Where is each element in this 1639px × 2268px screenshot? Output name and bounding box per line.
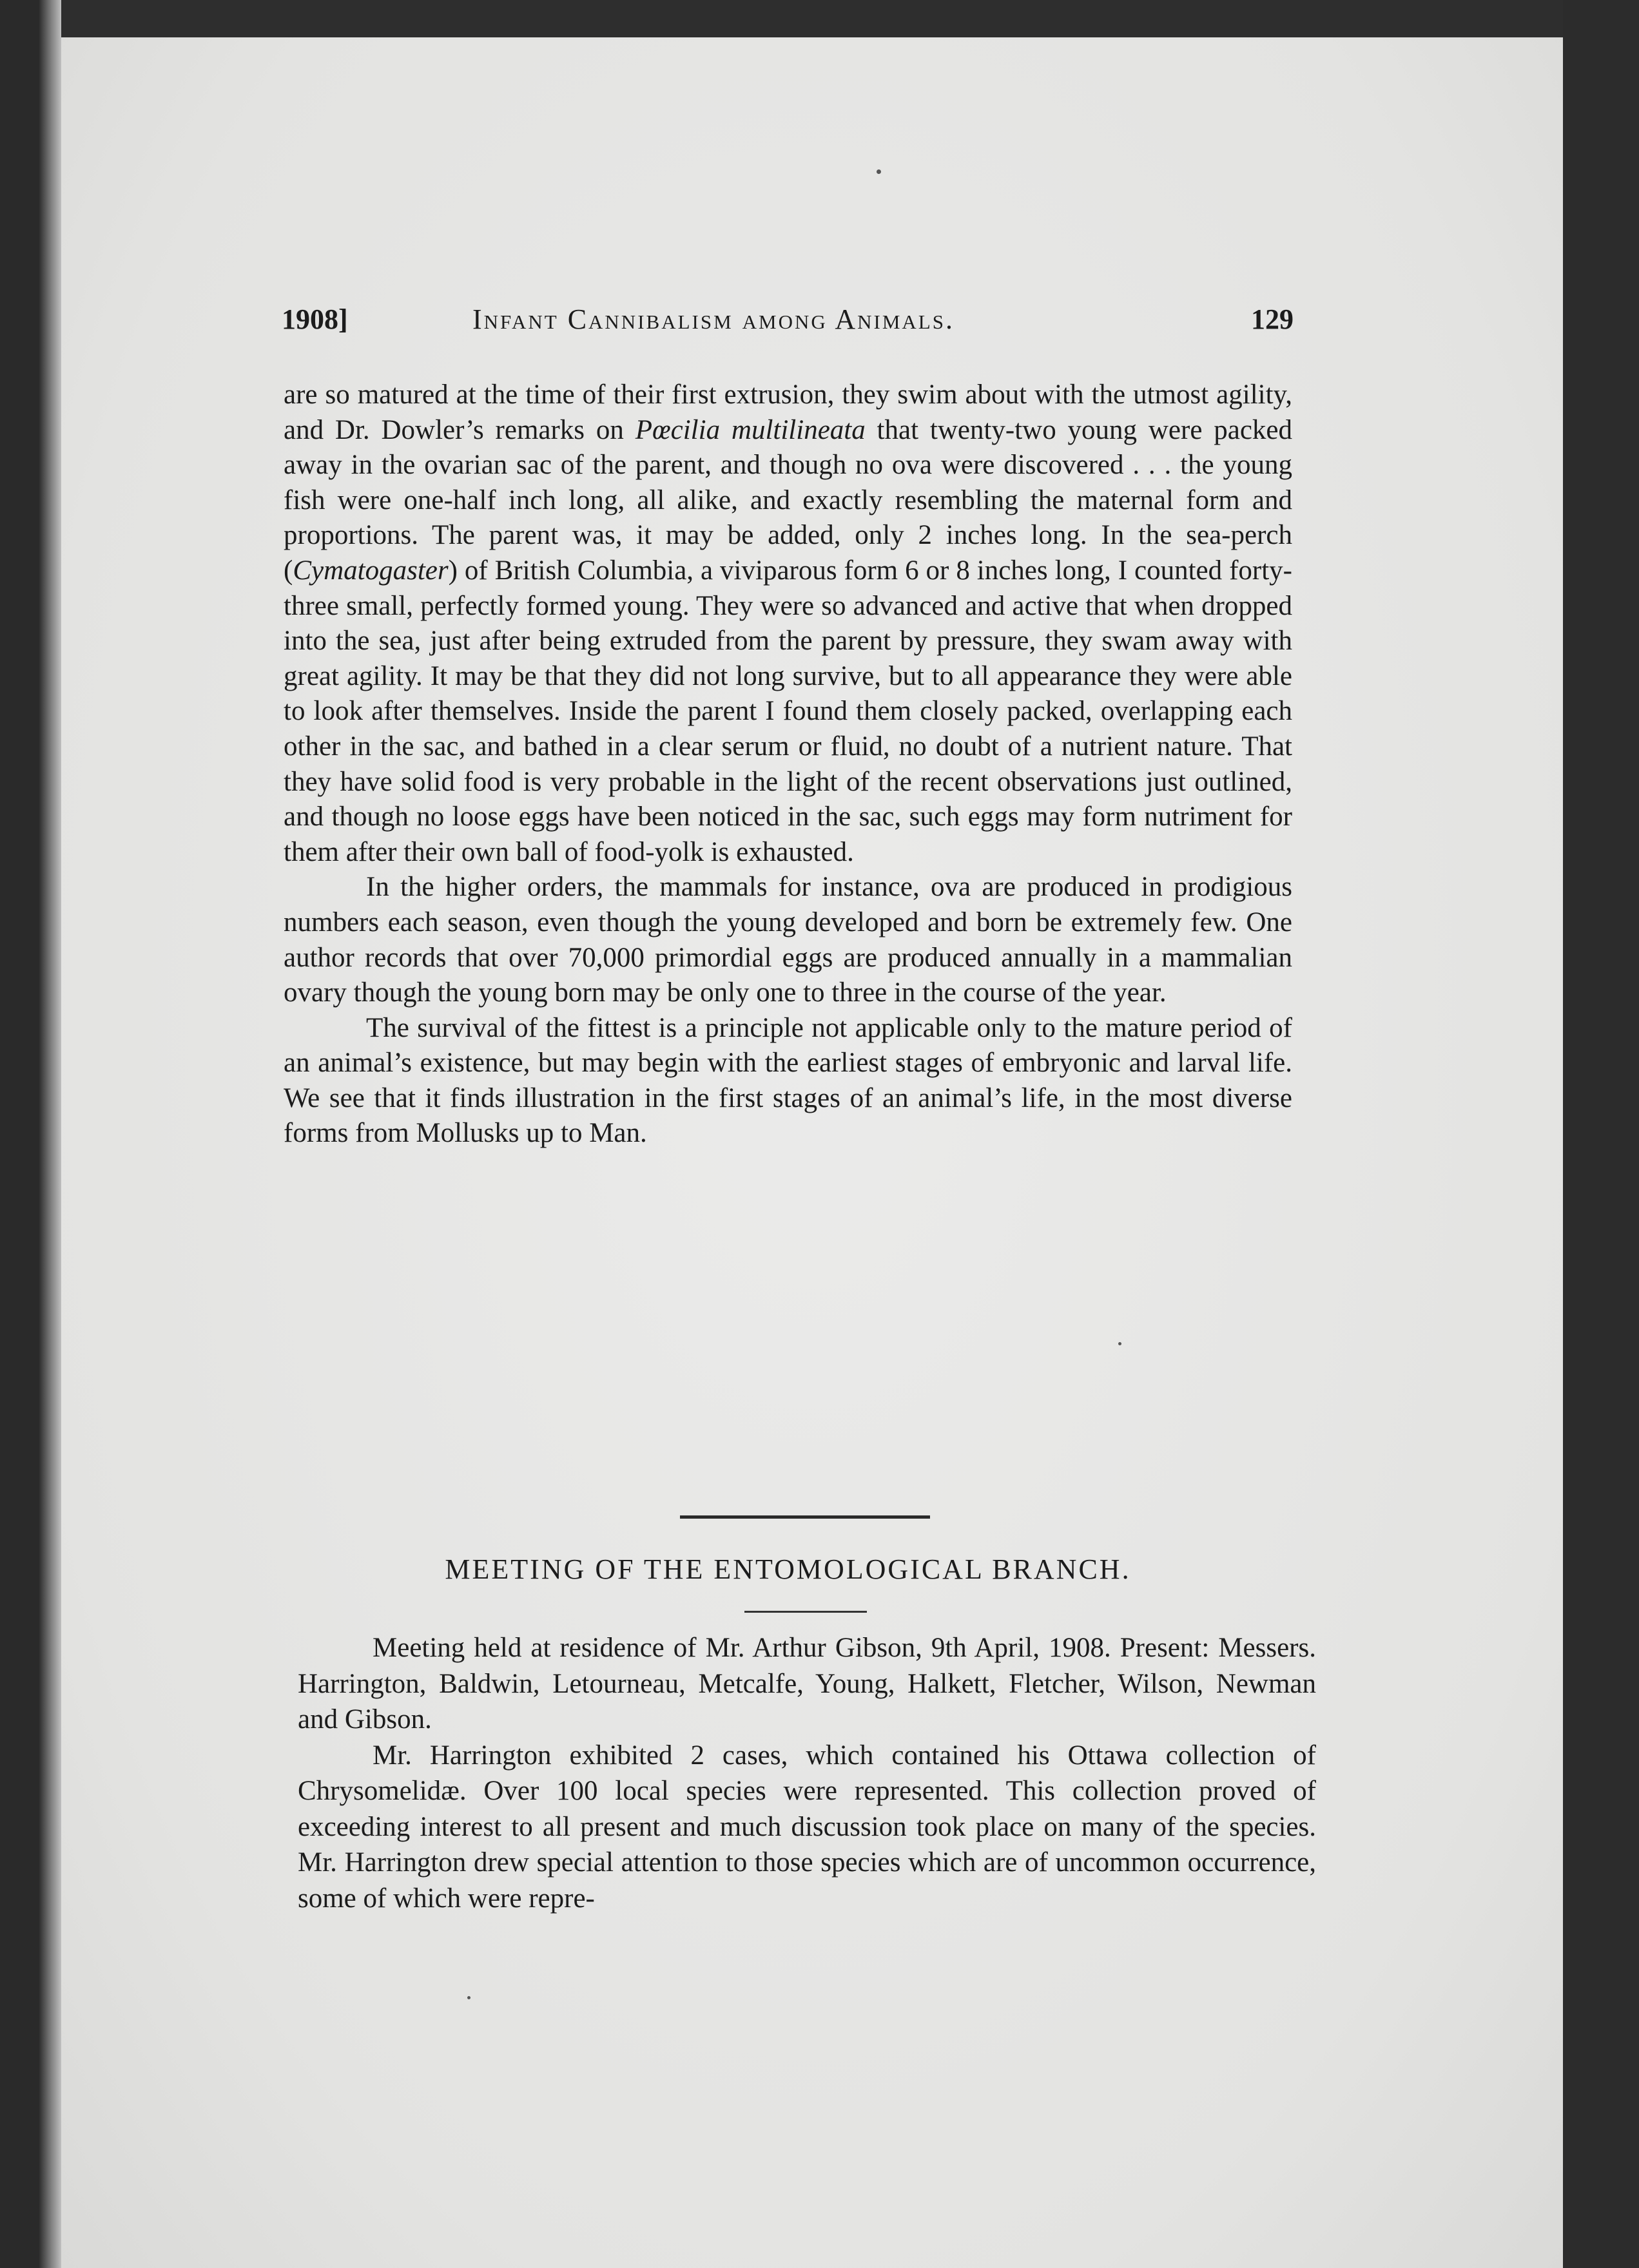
- scan-border-top: [0, 0, 1639, 37]
- scan-border-right: [1563, 0, 1639, 2268]
- heading-underline: [744, 1611, 867, 1613]
- genus-name: Cymatogaster: [293, 555, 449, 586]
- article-paragraph: [284, 378, 1292, 870]
- paragraph-text: are so matured at the time of their first extrusion, they swim about with the utmost agility, and Dr. Dowler’s remarks on: [284, 380, 1292, 445]
- paper-speck: [877, 169, 881, 174]
- paper-speck: [467, 1996, 470, 1999]
- paragraph-text: In the higher orders, the mammals for instance, ova are produced in prodigious numbers each season, even though the young developed and born be extremely few. One author records that over 70,000 primordial eggs are produced annually in a mammalian ovary though the young born may be only one to three in the course of the year.: [284, 872, 1292, 1008]
- meeting-body: [298, 1630, 1316, 1916]
- book-page: [61, 37, 1563, 2268]
- paragraph-text: ) of British Columbia, a viviparous form 6 or 8 inches long, I counted forty-three small, perfectly formed young. They were so advanced and active that when dropped into the sea, just after being extruded from the parent by pressure, they swam away with great agility. It may be that they did not long survive, but to all appearance they were able to look after themselves. Inside the parent I found them closely packed, overlapping each other in the sac, and bathed in a clear serum or fluid, no doubt of a nutrient nature. That they have solid food is very probable in the light of the recent observations just outlined, and though no loose eggs have been noticed in the sac, such eggs may form nutriment for them after their own ball of food-yolk is exhausted.: [284, 555, 1292, 867]
- section-divider: [680, 1515, 930, 1519]
- running-head-title: Infant Cannibalism among Animals.: [472, 303, 955, 335]
- running-head: [282, 303, 1294, 341]
- species-name: Pœcilia multilineata: [635, 414, 866, 445]
- article-body: [284, 378, 1292, 1151]
- paper-speck: [1118, 1342, 1121, 1345]
- paragraph-text: The survival of the fittest is a principle not applicable only to the mature period of an animal’s existence, but may begin with the earliest stages of embryonic and larval life. We see that it finds illustration in the first stages of an animal’s life, in the most diverse forms from Mollusks up to Man.: [284, 1012, 1292, 1149]
- article-paragraph: [284, 1011, 1292, 1151]
- article-paragraph: [284, 870, 1292, 1010]
- meeting-paragraph: Mr. Harrington exhibited 2 cases, which contained his Ottawa collection of Chrysomelidæ. Over 100 local species were represented. This collection proved of exceeding interest to all present and much discussion took place on many of the species. Mr. Harrington drew special attention to those species which are of uncommon occurrence, some of which were repre-: [298, 1740, 1316, 1914]
- meeting-paragraph: Meeting held at residence of Mr. Arthur Gibson, 9th April, 1908. Present: Messers. Harrington, Baldwin, Letourneau, Metcalfe, Young, Halkett, Fletcher, Wilson, Newman and Gibson.: [298, 1633, 1316, 1735]
- paragraph-text: that twenty-two young were packed away in the ovarian sac of the parent, and though no ova were discovered . . . the young fish were one-half inch long, all alike, and exactly resembling the maternal form and proportions. The parent was, it may be added, only 2 inches long. In the sea-perch (: [284, 414, 1292, 586]
- section-heading: MEETING OF THE ENTOMOLOGICAL BRANCH.: [445, 1553, 1131, 1585]
- book-spine: [0, 0, 61, 2268]
- page-number: 129: [1251, 303, 1294, 335]
- running-head-year: 1908]: [282, 303, 348, 335]
